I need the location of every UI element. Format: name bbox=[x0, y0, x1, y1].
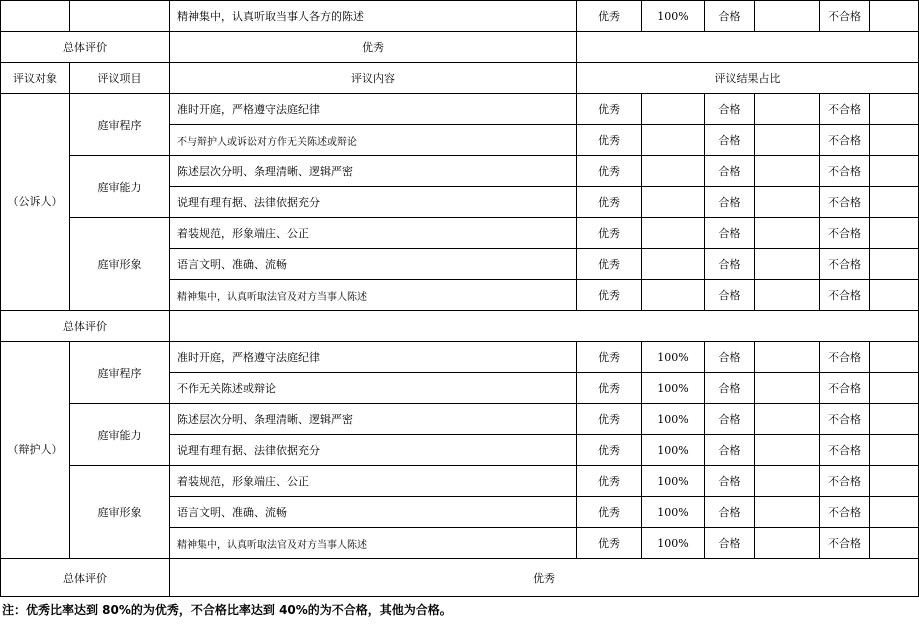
header-object: 评议对象 bbox=[1, 63, 70, 94]
excellent-pct-cell bbox=[642, 280, 705, 311]
content-cell: 说理有理有据、法律依据充分 bbox=[170, 435, 577, 466]
pass-cell: 合格 bbox=[705, 342, 755, 373]
pass-cell: 合格 bbox=[705, 94, 755, 125]
excellent-cell: 优秀 bbox=[577, 342, 642, 373]
excellent-cell: 优秀 bbox=[577, 497, 642, 528]
category-ability: 庭审能力 bbox=[70, 156, 170, 218]
excellent-cell: 优秀 bbox=[577, 373, 642, 404]
pass-cell: 合格 bbox=[705, 218, 755, 249]
content-cell: 准时开庭，严格遵守法庭纪律 bbox=[170, 342, 577, 373]
overall-label: 总体评价 bbox=[1, 311, 170, 342]
fail-cell: 不合格 bbox=[820, 187, 870, 218]
excellent-cell: 优秀 bbox=[577, 187, 642, 218]
fail-cell: 不合格 bbox=[820, 156, 870, 187]
table-row bbox=[1, 466, 919, 497]
fail-pct-cell bbox=[870, 466, 919, 497]
fail-pct-cell bbox=[870, 125, 919, 156]
pass-pct-cell bbox=[755, 404, 820, 435]
table-row bbox=[1, 218, 919, 249]
fail-pct-cell bbox=[870, 156, 919, 187]
excellent-pct-cell bbox=[642, 249, 705, 280]
fail-pct-cell bbox=[870, 497, 919, 528]
content-cell: 语言文明、准确、流畅 bbox=[170, 249, 577, 280]
pass-cell: 合格 bbox=[705, 404, 755, 435]
excellent-cell: 优秀 bbox=[577, 435, 642, 466]
pass-cell: 合格 bbox=[705, 249, 755, 280]
content-cell: 准时开庭，严格遵守法庭纪律 bbox=[170, 94, 577, 125]
fail-cell: 不合格 bbox=[820, 125, 870, 156]
fail-cell: 不合格 bbox=[820, 1, 870, 32]
fail-cell: 不合格 bbox=[820, 373, 870, 404]
fail-pct-cell bbox=[870, 249, 919, 280]
pass-cell: 合格 bbox=[705, 528, 755, 559]
pass-pct-cell bbox=[755, 249, 820, 280]
pass-pct-cell bbox=[755, 497, 820, 528]
content-cell: 语言文明、准确、流畅 bbox=[170, 497, 577, 528]
excellent-pct-cell bbox=[642, 156, 705, 187]
header-row bbox=[1, 63, 919, 94]
fail-pct-cell bbox=[870, 342, 919, 373]
fail-pct-cell bbox=[870, 1, 919, 32]
fail-cell: 不合格 bbox=[820, 466, 870, 497]
content-cell: 着装规范，形象端庄、公正 bbox=[170, 466, 577, 497]
table-row bbox=[1, 94, 919, 125]
pass-cell: 合格 bbox=[705, 466, 755, 497]
excellent-cell: 优秀 bbox=[577, 1, 642, 32]
header-item: 评议项目 bbox=[70, 63, 170, 94]
empty-cell bbox=[577, 32, 919, 63]
fail-pct-cell bbox=[870, 435, 919, 466]
fail-pct-cell bbox=[870, 94, 919, 125]
pass-pct-cell bbox=[755, 156, 820, 187]
overall-value bbox=[170, 311, 919, 342]
content-cell: 不与辩护人或诉讼对方作无关陈述或辩论 bbox=[170, 125, 577, 156]
pass-pct-cell bbox=[755, 125, 820, 156]
pass-pct-cell bbox=[755, 218, 820, 249]
fail-cell: 不合格 bbox=[820, 528, 870, 559]
fail-pct-cell bbox=[870, 404, 919, 435]
pass-cell: 合格 bbox=[705, 1, 755, 32]
category-procedure: 庭审程序 bbox=[70, 94, 170, 156]
object-defender: （辩护人） bbox=[1, 342, 70, 559]
empty-cell bbox=[1, 1, 70, 32]
content-cell: 精神集中，认真听取法官及对方当事人陈述 bbox=[170, 280, 577, 311]
pass-pct-cell bbox=[755, 528, 820, 559]
pass-pct-cell bbox=[755, 187, 820, 218]
content-cell: 不作无关陈述或辩论 bbox=[170, 373, 577, 404]
excellent-pct-cell: 100% bbox=[642, 1, 705, 32]
fail-cell: 不合格 bbox=[820, 94, 870, 125]
object-prosecutor: （公诉人） bbox=[1, 94, 70, 311]
fail-cell: 不合格 bbox=[820, 404, 870, 435]
content-cell: 陈述层次分明、条理清晰、逻辑严密 bbox=[170, 404, 577, 435]
empty-cell bbox=[70, 1, 170, 32]
excellent-cell: 优秀 bbox=[577, 156, 642, 187]
excellent-cell: 优秀 bbox=[577, 528, 642, 559]
excellent-cell: 优秀 bbox=[577, 466, 642, 497]
fail-cell: 不合格 bbox=[820, 218, 870, 249]
pass-pct-cell bbox=[755, 435, 820, 466]
overall-value: 优秀 bbox=[170, 32, 577, 63]
pass-pct-cell bbox=[755, 466, 820, 497]
category-image: 庭审形象 bbox=[70, 218, 170, 311]
excellent-pct-cell: 100% bbox=[642, 435, 705, 466]
category-image: 庭审形象 bbox=[70, 466, 170, 559]
overall-label: 总体评价 bbox=[1, 559, 170, 597]
excellent-pct-cell: 100% bbox=[642, 497, 705, 528]
excellent-pct-cell: 100% bbox=[642, 342, 705, 373]
pass-cell: 合格 bbox=[705, 125, 755, 156]
content-cell: 精神集中，认真听取当事人各方的陈述 bbox=[170, 1, 577, 32]
pass-pct-cell bbox=[755, 94, 820, 125]
excellent-pct-cell: 100% bbox=[642, 466, 705, 497]
content-cell: 着装规范，形象端庄、公正 bbox=[170, 218, 577, 249]
fail-cell: 不合格 bbox=[820, 280, 870, 311]
overall-value: 优秀 bbox=[170, 559, 919, 597]
excellent-pct-cell bbox=[642, 218, 705, 249]
pass-cell: 合格 bbox=[705, 435, 755, 466]
header-content: 评议内容 bbox=[170, 63, 577, 94]
excellent-pct-cell bbox=[642, 187, 705, 218]
excellent-pct-cell bbox=[642, 125, 705, 156]
fail-pct-cell bbox=[870, 373, 919, 404]
fail-pct-cell bbox=[870, 528, 919, 559]
content-cell: 精神集中，认真听取法官及对方当事人陈述 bbox=[170, 528, 577, 559]
pass-pct-cell bbox=[755, 1, 820, 32]
excellent-cell: 优秀 bbox=[577, 218, 642, 249]
overall-row bbox=[1, 311, 919, 342]
category-ability: 庭审能力 bbox=[70, 404, 170, 466]
pass-cell: 合格 bbox=[705, 187, 755, 218]
table-row bbox=[1, 156, 919, 187]
category-procedure: 庭审程序 bbox=[70, 342, 170, 404]
fail-pct-cell bbox=[870, 280, 919, 311]
pass-cell: 合格 bbox=[705, 373, 755, 404]
fail-cell: 不合格 bbox=[820, 342, 870, 373]
pass-pct-cell bbox=[755, 280, 820, 311]
fail-cell: 不合格 bbox=[820, 497, 870, 528]
fail-pct-cell bbox=[870, 187, 919, 218]
header-result: 评议结果占比 bbox=[577, 63, 919, 94]
table-row bbox=[1, 1, 919, 32]
overall-row bbox=[1, 32, 919, 63]
content-cell: 陈述层次分明、条理清晰、逻辑严密 bbox=[170, 156, 577, 187]
pass-pct-cell bbox=[755, 342, 820, 373]
content-cell: 说理有理有据、法律依据充分 bbox=[170, 187, 577, 218]
excellent-pct-cell: 100% bbox=[642, 373, 705, 404]
excellent-pct-cell: 100% bbox=[642, 528, 705, 559]
pass-cell: 合格 bbox=[705, 497, 755, 528]
overall-row bbox=[1, 559, 919, 597]
excellent-cell: 优秀 bbox=[577, 404, 642, 435]
table-row bbox=[1, 404, 919, 435]
excellent-pct-cell: 100% bbox=[642, 404, 705, 435]
fail-pct-cell bbox=[870, 218, 919, 249]
footnote: 注：优秀比率达到 80%的为优秀，不合格比率达到 40%的为不合格，其他为合格。 bbox=[2, 603, 452, 617]
excellent-cell: 优秀 bbox=[577, 249, 642, 280]
excellent-cell: 优秀 bbox=[577, 94, 642, 125]
overall-label: 总体评价 bbox=[1, 32, 170, 63]
fail-cell: 不合格 bbox=[820, 435, 870, 466]
pass-cell: 合格 bbox=[705, 156, 755, 187]
pass-pct-cell bbox=[755, 373, 820, 404]
excellent-pct-cell bbox=[642, 94, 705, 125]
table-row bbox=[1, 342, 919, 373]
fail-cell: 不合格 bbox=[820, 249, 870, 280]
pass-cell: 合格 bbox=[705, 280, 755, 311]
excellent-cell: 优秀 bbox=[577, 125, 642, 156]
excellent-cell: 优秀 bbox=[577, 280, 642, 311]
